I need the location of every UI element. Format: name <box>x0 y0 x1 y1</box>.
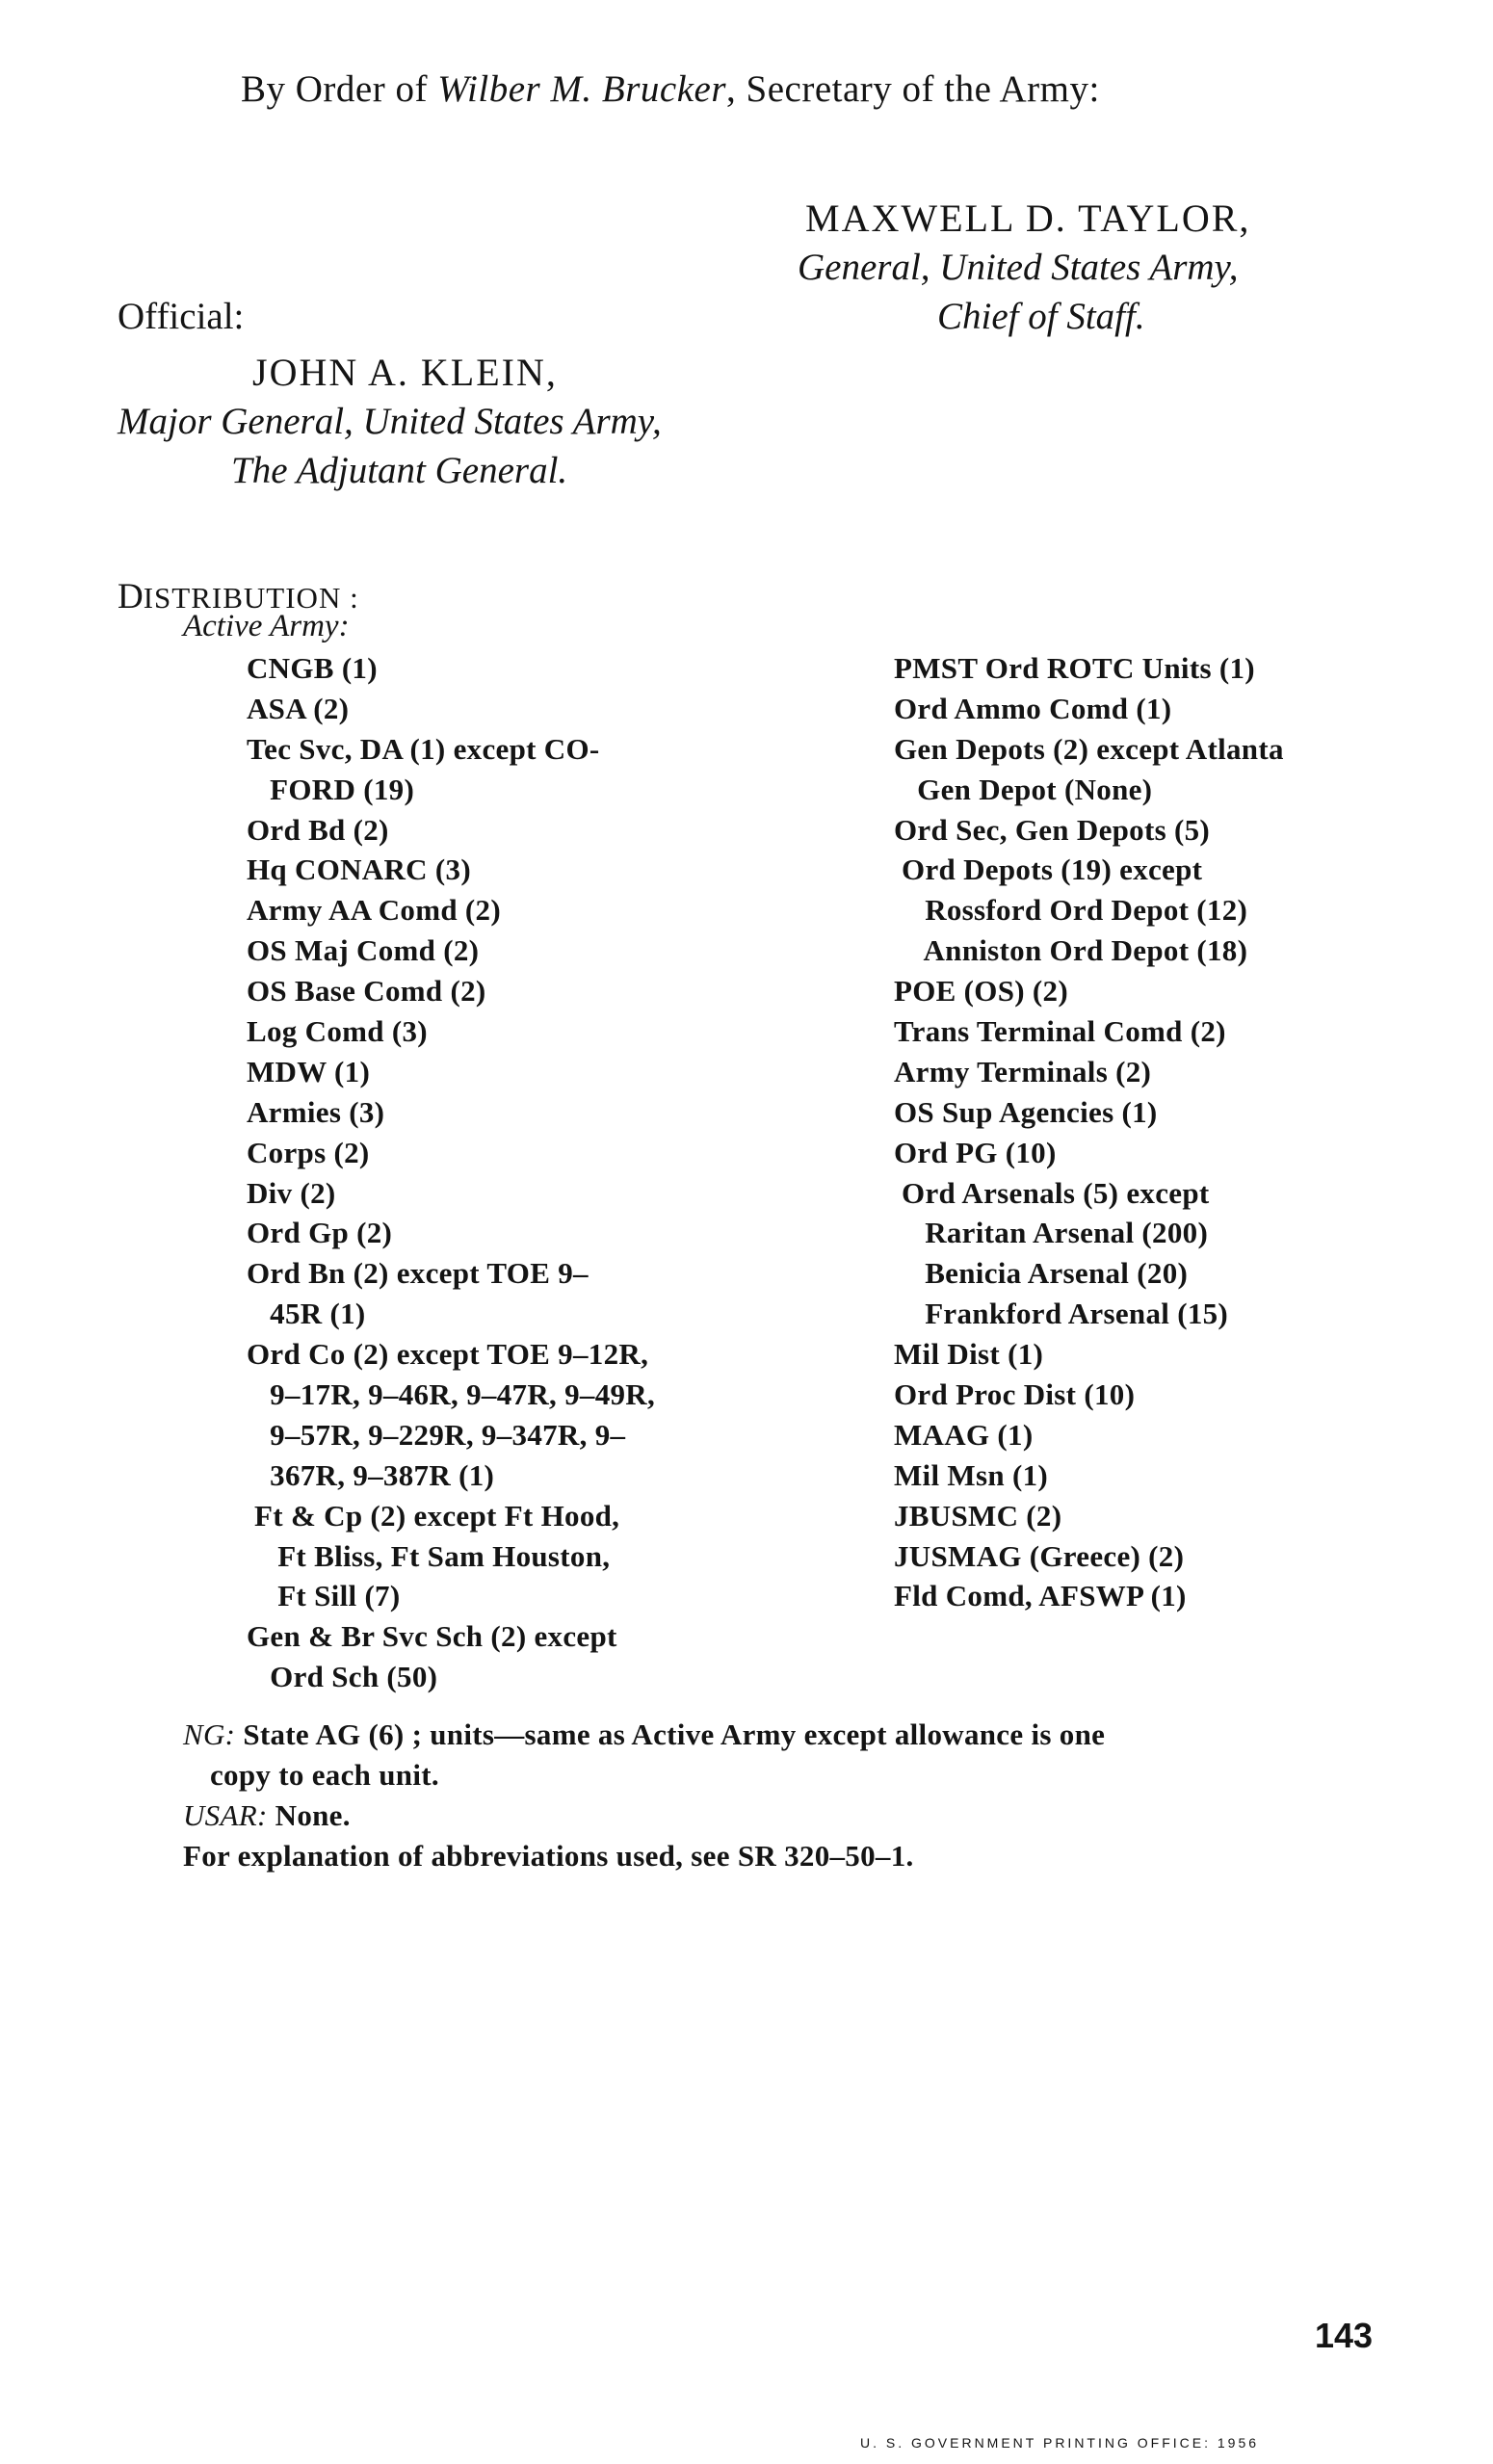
chief-of-staff-title-1: General, United States Army, <box>798 247 1239 288</box>
distribution-entry: Ord Gp (2) <box>247 1216 393 1250</box>
abbreviations-note: For explanation of abbreviations used, see SR 320–50–1. <box>183 1838 914 1873</box>
distribution-entry: Div (2) <box>247 1175 336 1210</box>
distribution-entry: MAAG (1) <box>894 1417 1034 1452</box>
distribution-entry: Mil Msn (1) <box>894 1457 1048 1492</box>
distribution-entry: 9–57R, 9–229R, 9–347R, 9– <box>247 1417 626 1452</box>
distribution-entry: Log Comd (3) <box>247 1014 428 1049</box>
distribution-entry: Trans Terminal Comd (2) <box>894 1014 1226 1049</box>
distribution-entry: 9–17R, 9–46R, 9–47R, 9–49R, <box>247 1377 656 1412</box>
distribution-entry: Ord Arsenals (5) except <box>894 1175 1210 1210</box>
official-label: Official: <box>118 296 245 337</box>
distribution-entry: Hq CONARC (3) <box>247 852 471 887</box>
distribution-entry: Ord Depots (19) except <box>894 852 1203 887</box>
distribution-left-column <box>247 648 655 1697</box>
adjutant-general-title-2: The Adjutant General. <box>231 450 568 491</box>
order-line <box>241 67 1100 111</box>
distribution-entry: POE (OS) (2) <box>894 974 1068 1009</box>
distribution-entry: Ft Bliss, Ft Sam Houston, <box>247 1538 611 1573</box>
distribution-entry: MDW (1) <box>247 1054 371 1088</box>
ng-note-continued: copy to each unit. <box>210 1757 439 1792</box>
distribution-entry: Ord Co (2) except TOE 9–12R, <box>247 1337 649 1372</box>
distribution-entry: Mil Dist (1) <box>894 1337 1044 1372</box>
secretary-name: Wilber M. Brucker <box>437 68 727 110</box>
usar-text: None. <box>267 1797 351 1832</box>
distribution-notes <box>183 1715 1377 1876</box>
distribution-right-column <box>894 648 1284 1616</box>
printer-imprint: U. S. GOVERNMENT PRINTING OFFICE: 1956 <box>860 2435 1260 2451</box>
distribution-entry: ASA (2) <box>247 691 350 725</box>
order-suffix: , Secretary of the Army: <box>726 68 1100 110</box>
distribution-entry: Armies (3) <box>247 1094 385 1129</box>
distribution-entry: PMST Ord ROTC Units (1) <box>894 651 1255 685</box>
distribution-entry: Ord Proc Dist (10) <box>894 1377 1136 1412</box>
adjutant-general-title-1: Major General, United States Army, <box>118 401 662 442</box>
distribution-entry: Fld Comd, AFSWP (1) <box>894 1579 1187 1613</box>
distribution-entry: FORD (19) <box>247 772 415 806</box>
distribution-entry: OS Base Comd (2) <box>247 974 486 1009</box>
distribution-entry: Ord Ammo Comd (1) <box>894 691 1172 725</box>
distribution-entry: Rossford Ord Depot (12) <box>894 893 1248 928</box>
distribution-entry: Ord Bd (2) <box>247 812 389 847</box>
distribution-entry: Army Terminals (2) <box>894 1054 1152 1088</box>
distribution-entry: JBUSMC (2) <box>894 1498 1062 1533</box>
distribution-entry: Gen Depots (2) except Atlanta <box>894 731 1284 766</box>
distribution-entry: Ft Sill (7) <box>247 1579 401 1613</box>
page-number: 143 <box>1315 2316 1374 2355</box>
distribution-entry: OS Sup Agencies (1) <box>894 1094 1158 1129</box>
chief-of-staff-title-2: Chief of Staff. <box>937 296 1145 337</box>
distribution-entry: Ord Bn (2) except TOE 9– <box>247 1256 589 1291</box>
chief-of-staff-name: MAXWELL D. TAYLOR, <box>805 197 1251 240</box>
active-army-label: Active Army: <box>183 609 350 643</box>
distribution-entry: Tec Svc, DA (1) except CO- <box>247 731 600 766</box>
distribution-entry: Corps (2) <box>247 1135 370 1169</box>
distribution-heading-rest: ISTRIBUTION : <box>143 581 359 615</box>
distribution-entry: CNGB (1) <box>247 651 378 685</box>
distribution-entry: Ft & Cp (2) except Ft Hood, <box>247 1498 620 1533</box>
distribution-entry: Ord PG (10) <box>894 1135 1057 1169</box>
distribution-entry: Army AA Comd (2) <box>247 893 501 928</box>
distribution-entry: Raritan Arsenal (200) <box>894 1216 1209 1250</box>
distribution-entry: Benicia Arsenal (20) <box>894 1256 1189 1291</box>
distribution-entry: Anniston Ord Depot (18) <box>894 933 1248 968</box>
usar-note <box>183 1796 1377 1836</box>
ng-label: NG: <box>183 1717 236 1751</box>
ng-text: State AG (6) ; units—same as Active Army except allowance is one <box>235 1717 1106 1751</box>
distribution-entry: Ord Sec, Gen Depots (5) <box>894 812 1211 847</box>
order-prefix: By Order of <box>241 68 428 110</box>
distribution-entry: Ord Sch (50) <box>247 1660 438 1694</box>
distribution-entry: Frankford Arsenal (15) <box>894 1297 1229 1331</box>
distribution-heading-initial: D <box>118 577 144 616</box>
distribution-entry: OS Maj Comd (2) <box>247 933 480 968</box>
distribution-entry: 45R (1) <box>247 1297 366 1331</box>
distribution-entry: Gen & Br Svc Sch (2) except <box>247 1619 617 1654</box>
ng-note <box>183 1715 1377 1755</box>
usar-label: USAR: <box>183 1797 268 1832</box>
distribution-entry: Gen Depot (None) <box>894 772 1153 806</box>
adjutant-general-name: JOHN A. KLEIN, <box>252 351 558 394</box>
distribution-entry: JUSMAG (Greece) (2) <box>894 1538 1185 1573</box>
distribution-entry: 367R, 9–387R (1) <box>247 1457 495 1492</box>
